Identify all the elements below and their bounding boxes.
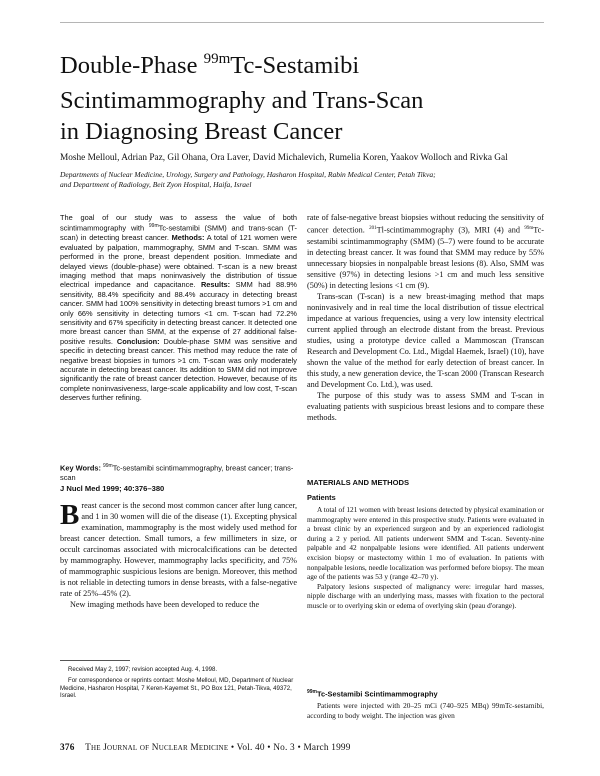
volume: Vol. 40 <box>236 743 265 753</box>
issue-number: No. 3 <box>273 743 295 753</box>
separator: • <box>228 743 237 753</box>
author-list: Moshe Melloul, Adrian Paz, Gil Ohana, Ora Laver, David Michalevich, Rumelia Koren, Yaakov Wolloch and Rivka Gal <box>60 153 508 163</box>
subheading-patients: Patients <box>307 493 336 502</box>
affiliation-line: and Department of Radiology, Beit Zyon Hospital, Haifa, Israel <box>60 180 252 189</box>
body-paragraph: Trans-scan (T-scan) is a new breast-imaging method that maps noninvasively and in real time the local distribution of tissue electrical impedance at various frequencies, using a very low intensity electrical current applied through an electrode distant from the breast. Previous studies, using a prototype device called a Mammoscan (Transcan Research and Development Co. Ltd., Migdal Haemek, Israel) (10), have shown the value of the method for early detection of breast cancer. In this study, a new generation device, the T-scan 2000 (Transcan Research and Development Co. Ltd.), was used. <box>307 291 544 389</box>
superscript: 99m <box>148 223 159 230</box>
affiliations <box>60 170 550 190</box>
introduction <box>60 500 297 610</box>
footnote-received: Received May 2, 1997; revision accepted Aug. 4, 1998. <box>68 666 218 673</box>
page-footer <box>60 743 550 753</box>
title-post: Tc-Sestamibi <box>230 52 360 79</box>
body-text: Tc-sestamibi scintimammography (SMM) (5–7) were found to be accurate in detecting breast cancer. It was found that SMM may reduce by 55% unnecessary biopsies in nonpalpable breast lesions (8). Also, SMM was sensitive (97%) in detecting lesions >1 cm and much less sensitive (50%) in detecting lesions <1 cm (9). <box>307 225 544 290</box>
smm-section <box>307 701 544 720</box>
abstract-conclusion-label: Conclusion: <box>116 336 160 346</box>
title-pre: Double-Phase <box>60 52 204 79</box>
intro-text: reast cancer is the second most common cancer after lung cancer, and 1 in 30 women will die of the disease (1). Excepting physical examination, mammography is the most widely used method for breast cancer detection. Small tumors, a few millimeters in size, or occult carcinomas associated with microcalcifications can be detected by mammography. However, mammography lacks specificity, and 75% of mammographic suspicious lesions are benign. Moreover, this method is not reliable in detecting tumors in dense breasts, with a false-negative rate of 25%–45% (2). <box>60 501 297 598</box>
page-number: 376 <box>60 743 75 753</box>
journal-reference: J Nucl Med 1999; 40:376–380 <box>60 484 165 493</box>
top-rule <box>60 22 544 23</box>
section-heading-methods: MATERIALS AND METHODS <box>307 478 410 487</box>
title-sup: 99m <box>203 51 231 67</box>
body-text: rate of false-negative breast biopsies without reducing the sensitivity of cancer detection. <box>307 213 544 235</box>
separator: • <box>264 743 274 753</box>
body-paragraph: The purpose of this study was to assess SMM and T-scan in evaluating patients with suspicious breast lesions and to compare these methods. <box>307 390 544 422</box>
footnote-correspondence: For correspondence or reprints contact: Moshe Melloul, MD, Department of Nuclear Medicine, Hasharon Hospital, 7 Keren-Kayemet St., PO Box 121, Petah-Tikva, 49372, Israel. <box>60 676 294 700</box>
body-paragraph: Patients were injected with 20–25 mCi (740–925 MBq) 99mTc-sestamibi, according to body weight. The injection was given <box>307 701 544 720</box>
subheading-smm <box>307 689 544 698</box>
body-paragraph: A total of 121 women with breast lesions detected by physical examination or mammography were entered in this prospective study. Patients were evaluated in a breast clinic by an experienced surgeon and by an experienced radiologist during a 2 y period. All patients underwent SMM and T-scan. Seventy-nine palpable and 42 nonpalpable lesions were identified. All patients underwent excision biopsy or mastectomy within 1 mo of evaluation. In patients with nonpalpable lesions, needle localization was performed before biopsy. The mean age of the patients was 53 y (range 42–70 y). <box>307 505 544 582</box>
superscript: 99m <box>524 226 534 231</box>
superscript: 99m <box>307 689 318 695</box>
drop-cap: B <box>60 499 80 531</box>
footnotes <box>60 666 297 703</box>
superscript: 201 <box>369 226 377 231</box>
abstract-text: The goal of our study was to assess the value of both scintimammography with <box>60 213 297 233</box>
abstract-results-text: SMM had 88.9% sensitivity, 88.4% specificity and 88.4% accuracy in detecting breast cancer. SMM had 100% sensitivity in detecting breast tumors >1 cm and only 66% sensitivity in detecting tumors <1 cm. T-scan had 72.2% sensitivity and 67% specificity in detecting breast cancer. It detected one more breast cancer than SMM, at the expense of 27 additional false-positive results. <box>60 280 297 346</box>
article-title <box>60 50 550 147</box>
keywords <box>60 462 297 482</box>
affiliation-line: Departments of Nuclear Medicine, Urology, Surgery and Pathology, Hasharon Hospital, Rabin Medical Center, Petah Tikva; <box>60 170 436 179</box>
body-paragraph: Palpatory lesions suspected of malignancy were: irregular hard masses, nipple discharge with an underlying mass, masses with fixation to the pectoral muscle or to overlying skin or edema of overlying skin (peau d'orange). <box>307 581 544 610</box>
patients-section <box>307 505 544 611</box>
abstract-results-label: Results: <box>200 280 231 290</box>
abstract <box>60 213 297 403</box>
superscript: 99m <box>103 463 113 469</box>
abstract-methods-label: Methods: <box>171 233 205 243</box>
title-line-2: Scintimammography and Trans-Scan <box>60 87 424 114</box>
intro-paragraph: New imaging methods have been developed to reduce the <box>70 600 260 609</box>
abstract-methods-text: A total of 121 women were evaluated by palpation, mammography, SMM and T-scan. SMM was performed in the prone, breast dependent position. Immediate and delayed views (double-phase) were obtained. T-scan is a new breast imaging method that maps noninvasively the distribution of tissue electrical impedance and capacitance. <box>60 233 297 290</box>
abstract-conclusion-text: Double-phase SMM was sensitive and specific in detecting breast cancer. This method may reduce the rate of negative breast biopsies in tumors >1 cm. T-scan was only moderately accurate in detecting breast cancer. Its addition to SMM did not improve significantly the rate of breast cancer detection. However, because of its complete noninvasiveness, large-scale applicability and low cost, T-scan deserves further refining. <box>60 336 297 403</box>
intro-paragraph <box>60 500 297 599</box>
keywords-label: Key Words: <box>60 463 101 473</box>
separator: • <box>294 743 304 753</box>
title-line-3: in Diagnosing Breast Cancer <box>60 118 343 145</box>
title-line-1 <box>60 50 550 85</box>
body-text: Tl-scintimammography (3), MRI (4) and <box>376 225 525 235</box>
body-paragraph <box>307 212 544 291</box>
footnote-rule <box>60 660 130 661</box>
journal-name: The Journal of Nuclear Medicine <box>85 743 229 753</box>
issue-date: March 1999 <box>303 743 351 753</box>
abstract-text: Tc-sestamibi (SMM) and trans-scan (T-scan) in detecting breast cancer. <box>60 223 297 243</box>
keywords-text: Tc-sestamibi scintimammography, breast cancer; trans-scan <box>60 463 294 482</box>
subheading-text: Tc-Sestamibi Scintimammography <box>317 689 438 699</box>
right-column-intro <box>307 212 544 423</box>
